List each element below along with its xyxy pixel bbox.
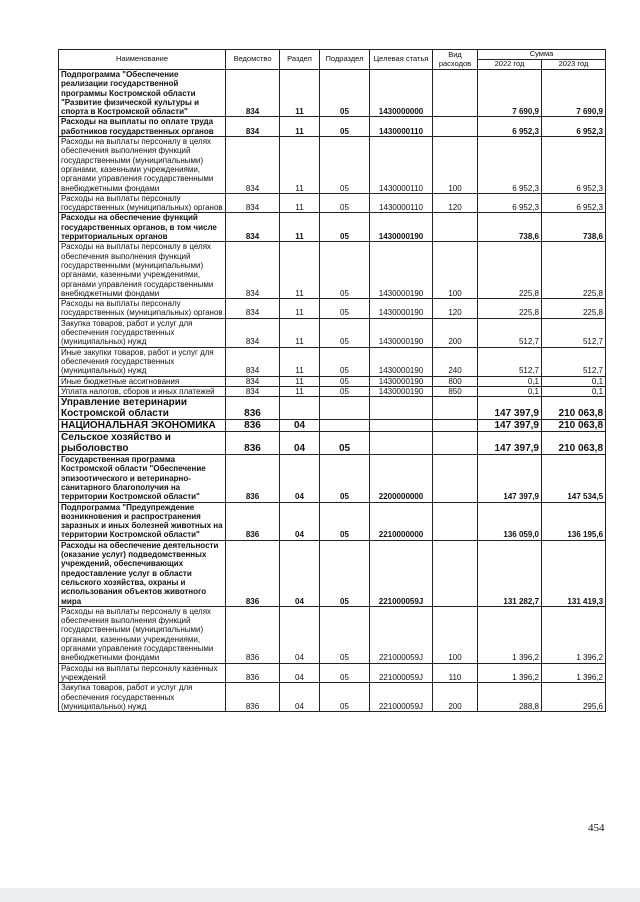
row-name: НАЦИОНАЛЬНАЯ ЭКОНОМИКА	[59, 420, 226, 432]
row-department: 834	[226, 193, 280, 213]
row-section: 04	[280, 663, 320, 683]
row-name: Расходы на выплаты персоналу в целях обеспечения выполнения функций государственными (муниципальными) органами, казенными учреждениями, органами управления государственными внебюджетными фондами	[59, 606, 226, 663]
row-name: Расходы на выплаты по оплате труда работников государственных органов	[59, 117, 226, 137]
row-sum-2022: 147 397,9	[478, 432, 542, 455]
row-sum-2022: 7 690,9	[478, 70, 542, 117]
table-row	[59, 455, 606, 502]
table-row	[59, 213, 606, 242]
row-section: 11	[280, 299, 320, 319]
row-subsection: 05	[320, 318, 370, 347]
row-sum-2023: 147 534,5	[542, 455, 606, 502]
row-name: Расходы на выплаты персоналу в целях обеспечения выполнения функций государственными (муниципальными) органами, казенными учреждениями, органами управления государственными внебюджетными фондами	[59, 242, 226, 299]
row-section: 04	[280, 455, 320, 502]
row-subsection: 05	[320, 386, 370, 396]
row-target: 221000059J	[370, 606, 433, 663]
row-target: 1430000190	[370, 376, 433, 386]
row-subsection	[320, 397, 370, 420]
row-name: Управление ветеринарии Костромской области	[59, 397, 226, 420]
row-section: 11	[280, 137, 320, 194]
row-sum-2022: 147 397,9	[478, 397, 542, 420]
header-department: Ведомство	[226, 50, 280, 70]
row-department: 834	[226, 137, 280, 194]
row-target: 2200000000	[370, 455, 433, 502]
row-sum-2023: 6 952,3	[542, 117, 606, 137]
row-section: 11	[280, 213, 320, 242]
row-expense-type	[433, 70, 478, 117]
row-subsection: 05	[320, 70, 370, 117]
row-section: 11	[280, 193, 320, 213]
row-sum-2022: 1 396,2	[478, 606, 542, 663]
table-row	[59, 663, 606, 683]
row-sum-2023: 210 063,8	[542, 420, 606, 432]
row-section: 11	[280, 376, 320, 386]
row-department: 836	[226, 606, 280, 663]
row-section: 11	[280, 117, 320, 137]
row-section: 11	[280, 347, 320, 376]
row-subsection: 05	[320, 299, 370, 319]
row-section: 04	[280, 432, 320, 455]
row-expense-type	[433, 213, 478, 242]
row-expense-type	[433, 420, 478, 432]
header-target: Целевая статья	[370, 50, 433, 70]
budget-table	[58, 49, 606, 712]
table-row	[59, 397, 606, 420]
header-year-2023: 2023 год	[542, 60, 606, 70]
row-expense-type	[433, 502, 478, 540]
row-target: 221000059J	[370, 663, 433, 683]
table-row	[59, 420, 606, 432]
row-name: Расходы на выплаты персоналу казенных учреждений	[59, 663, 226, 683]
row-subsection: 05	[320, 242, 370, 299]
row-target: 1430000190	[370, 347, 433, 376]
row-sum-2023: 210 063,8	[542, 397, 606, 420]
row-expense-type	[433, 397, 478, 420]
row-name: Государственная программа Костромской области "Обеспечение эпизоотического и ветеринарно-санитарного благополучия на территории Костромской области"	[59, 455, 226, 502]
row-target: 1430000190	[370, 213, 433, 242]
row-sum-2022: 512,7	[478, 347, 542, 376]
header-expense-type: Вид расходов	[433, 50, 478, 70]
table-row	[59, 386, 606, 396]
row-section: 04	[280, 420, 320, 432]
row-section: 04	[280, 683, 320, 712]
row-sum-2022: 738,6	[478, 213, 542, 242]
row-department: 836	[226, 455, 280, 502]
row-target: 1430000000	[370, 70, 433, 117]
row-section: 11	[280, 70, 320, 117]
row-target: 1430000110	[370, 193, 433, 213]
row-target: 2210000000	[370, 502, 433, 540]
row-subsection: 05	[320, 683, 370, 712]
row-department: 836	[226, 683, 280, 712]
row-name: Сельское хозяйство и рыболовство	[59, 432, 226, 455]
table-row	[59, 117, 606, 137]
row-subsection: 05	[320, 376, 370, 386]
row-name: Расходы на обеспечение функций государственных органов, в том числе территориальных органов	[59, 213, 226, 242]
row-sum-2022: 147 397,9	[478, 420, 542, 432]
header-year-2022: 2022 год	[478, 60, 542, 70]
row-sum-2022: 225,8	[478, 299, 542, 319]
row-sum-2023: 210 063,8	[542, 432, 606, 455]
row-target	[370, 397, 433, 420]
row-sum-2023: 225,8	[542, 242, 606, 299]
row-subsection: 05	[320, 137, 370, 194]
row-name: Подпрограмма "Обеспечение реализации государственной программы Костромской области "Развитие физической культуры и спорта в Костромской области"	[59, 70, 226, 117]
row-subsection: 05	[320, 455, 370, 502]
row-department: 834	[226, 242, 280, 299]
row-expense-type	[433, 432, 478, 455]
row-sum-2023: 738,6	[542, 213, 606, 242]
table-row	[59, 347, 606, 376]
row-department: 834	[226, 386, 280, 396]
row-department: 836	[226, 432, 280, 455]
row-target: 1430000110	[370, 137, 433, 194]
row-section: 11	[280, 242, 320, 299]
table-row	[59, 193, 606, 213]
row-sum-2023: 7 690,9	[542, 70, 606, 117]
table-row	[59, 540, 606, 606]
row-department: 836	[226, 397, 280, 420]
row-department: 834	[226, 117, 280, 137]
row-subsection	[320, 420, 370, 432]
header-name: Наименование	[59, 50, 226, 70]
row-target: 1430000190	[370, 386, 433, 396]
page-number: 454	[588, 822, 605, 834]
bottom-strip	[0, 888, 640, 902]
row-sum-2023: 512,7	[542, 347, 606, 376]
row-name: Иные закупки товаров, работ и услуг для обеспечения государственных (муниципальных) нужд	[59, 347, 226, 376]
row-department: 836	[226, 420, 280, 432]
row-name: Уплата налогов, сборов и иных платежей	[59, 386, 226, 396]
row-subsection: 05	[320, 193, 370, 213]
row-sum-2023: 136 195,6	[542, 502, 606, 540]
row-sum-2022: 288,8	[478, 683, 542, 712]
row-section: 04	[280, 502, 320, 540]
row-target: 221000059J	[370, 540, 433, 606]
header-sum: Сумма	[478, 50, 606, 60]
row-expense-type: 850	[433, 386, 478, 396]
table-row	[59, 299, 606, 319]
row-sum-2022: 6 952,3	[478, 117, 542, 137]
row-expense-type: 100	[433, 137, 478, 194]
row-department: 834	[226, 347, 280, 376]
row-subsection: 05	[320, 432, 370, 455]
row-section: 11	[280, 318, 320, 347]
row-sum-2022: 6 952,3	[478, 137, 542, 194]
row-subsection: 05	[320, 606, 370, 663]
row-subsection: 05	[320, 117, 370, 137]
row-department: 836	[226, 502, 280, 540]
row-expense-type: 110	[433, 663, 478, 683]
table-row	[59, 683, 606, 712]
table-body	[59, 70, 606, 712]
row-sum-2023: 6 952,3	[542, 137, 606, 194]
row-sum-2022: 131 282,7	[478, 540, 542, 606]
row-subsection: 05	[320, 540, 370, 606]
row-expense-type: 240	[433, 347, 478, 376]
row-department: 834	[226, 213, 280, 242]
row-sum-2023: 295,6	[542, 683, 606, 712]
row-sum-2023: 225,8	[542, 299, 606, 319]
table-row	[59, 318, 606, 347]
row-sum-2023: 131 419,3	[542, 540, 606, 606]
row-department: 836	[226, 540, 280, 606]
row-sum-2022: 1 396,2	[478, 663, 542, 683]
table-row	[59, 70, 606, 117]
row-department: 834	[226, 70, 280, 117]
row-department: 834	[226, 299, 280, 319]
table-row	[59, 502, 606, 540]
row-expense-type: 120	[433, 193, 478, 213]
row-section	[280, 397, 320, 420]
row-target	[370, 432, 433, 455]
row-subsection: 05	[320, 663, 370, 683]
table-row	[59, 137, 606, 194]
row-expense-type: 120	[433, 299, 478, 319]
row-name: Закупка товаров, работ и услуг для обеспечения государственных (муниципальных) нужд	[59, 318, 226, 347]
table-header	[59, 50, 606, 70]
row-name: Расходы на выплаты персоналу государственных (муниципальных) органов	[59, 299, 226, 319]
row-section: 04	[280, 540, 320, 606]
table-row	[59, 242, 606, 299]
header-subsection: Подраздел	[320, 50, 370, 70]
row-subsection: 05	[320, 502, 370, 540]
row-sum-2022: 6 952,3	[478, 193, 542, 213]
row-expense-type	[433, 540, 478, 606]
row-name: Закупка товаров, работ и услуг для обеспечения государственных (муниципальных) нужд	[59, 683, 226, 712]
row-expense-type: 100	[433, 606, 478, 663]
row-target: 1430000110	[370, 117, 433, 137]
row-sum-2022: 512,7	[478, 318, 542, 347]
row-expense-type: 800	[433, 376, 478, 386]
row-name: Расходы на выплаты персоналу государственных (муниципальных) органов	[59, 193, 226, 213]
row-target: 1430000190	[370, 318, 433, 347]
header-section: Раздел	[280, 50, 320, 70]
row-sum-2023: 1 396,2	[542, 606, 606, 663]
row-sum-2023: 6 952,3	[542, 193, 606, 213]
row-section: 04	[280, 606, 320, 663]
row-sum-2023: 0,1	[542, 376, 606, 386]
row-sum-2022: 136 059,0	[478, 502, 542, 540]
row-section: 11	[280, 386, 320, 396]
row-expense-type	[433, 455, 478, 502]
row-expense-type	[433, 117, 478, 137]
table-row	[59, 376, 606, 386]
row-name: Подпрограмма "Предупреждение возникновения и распространения заразных и иных болезней животных на территории Костромской области"	[59, 502, 226, 540]
row-expense-type: 200	[433, 318, 478, 347]
row-sum-2022: 225,8	[478, 242, 542, 299]
row-sum-2022: 147 397,9	[478, 455, 542, 502]
row-sum-2023: 1 396,2	[542, 663, 606, 683]
row-department: 834	[226, 376, 280, 386]
row-expense-type: 200	[433, 683, 478, 712]
row-subsection: 05	[320, 213, 370, 242]
table-row	[59, 606, 606, 663]
row-target: 1430000190	[370, 242, 433, 299]
row-name: Иные бюджетные ассигнования	[59, 376, 226, 386]
row-target: 221000059J	[370, 683, 433, 712]
table-row	[59, 432, 606, 455]
row-department: 836	[226, 663, 280, 683]
row-target: 1430000190	[370, 299, 433, 319]
row-sum-2023: 512,7	[542, 318, 606, 347]
row-department: 834	[226, 318, 280, 347]
row-name: Расходы на выплаты персоналу в целях обеспечения выполнения функций государственными (муниципальными) органами, казенными учреждениями, органами управления государственными внебюджетными фондами	[59, 137, 226, 194]
row-expense-type: 100	[433, 242, 478, 299]
row-target	[370, 420, 433, 432]
row-sum-2023: 0,1	[542, 386, 606, 396]
row-name: Расходы на обеспечение деятельности (оказание услуг) подведомственных учреждений, обеспечивающих предоставление услуг в области сельского хозяйства, охраны и использования объектов животного мира	[59, 540, 226, 606]
row-sum-2022: 0,1	[478, 376, 542, 386]
row-sum-2022: 0,1	[478, 386, 542, 396]
row-subsection: 05	[320, 347, 370, 376]
